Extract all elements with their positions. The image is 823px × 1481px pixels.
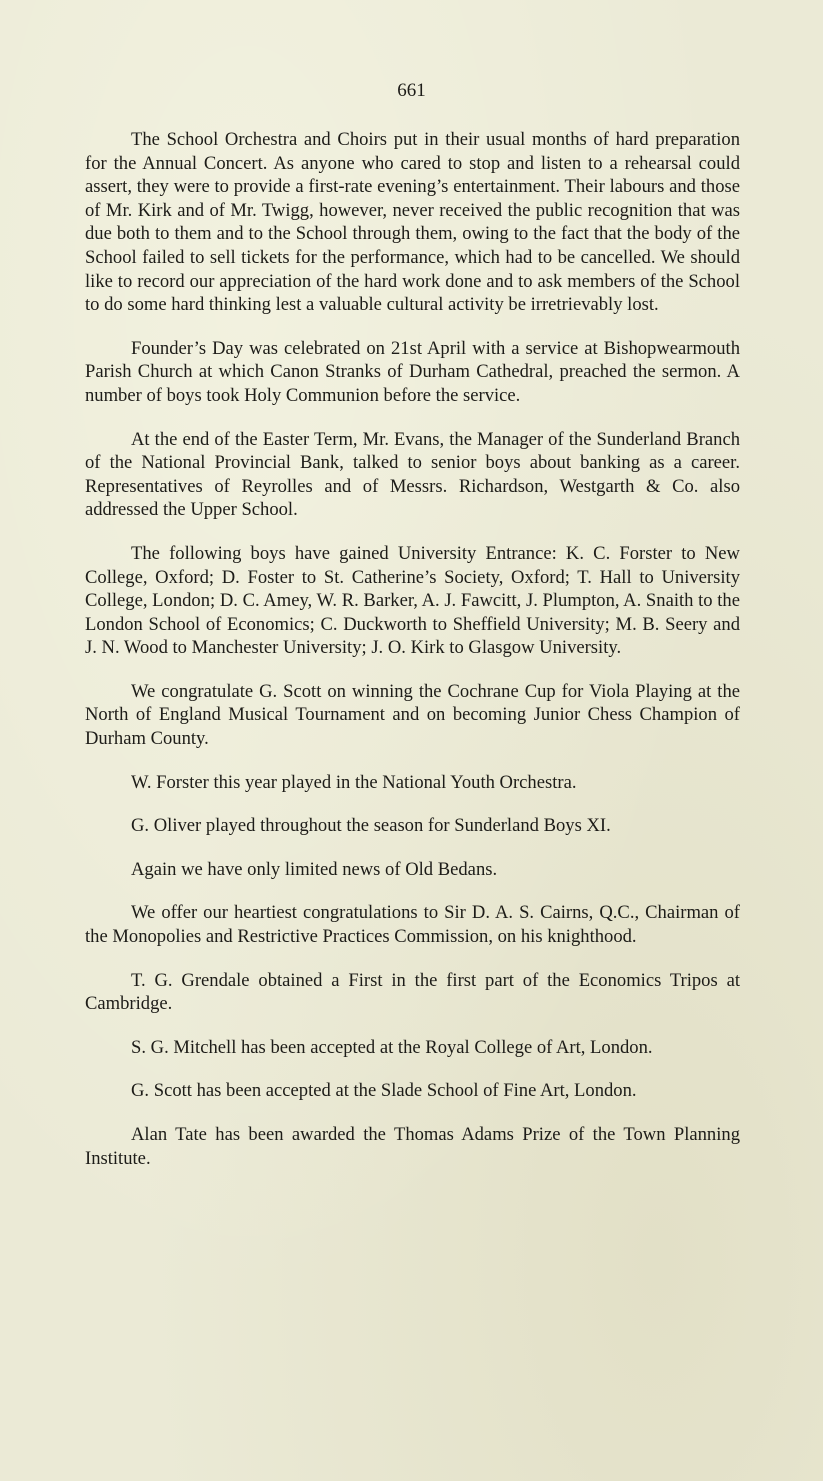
- paragraph-school-orchestra: The School Orchestra and Choirs put in their usual months of hard preparation for the Annual Concert. As anyone who cared to stop and listen to a rehearsal could assert, they were to provide a first-rate evening’s entertainment. Their labours and those of Mr. Kirk and of Mr. Twigg, however, never received the public recognition that was due both to them and to the School through them, owing to the fact that the body of the School failed to sell tickets for the performance, which had to be cancelled. We should like to record our appreciation of the hard work done and to ask members of the School to do some hard thinking lest a valuable cultural activity be irretrievably lost.: [85, 129, 740, 316]
- paragraph-university-entrance: The following boys have gained University Entrance: K. C. Forster to New College, Oxford; D. Foster to St. Catherine’s Society, Oxford; T. Hall to University College, London; D. C. Amey, W. R. Barker, A. J. Fawcitt, J. Plumpton, A. Snaith to the London School of Economics; C. Duckworth to Sheffield University; M. B. Seery and J. N. Wood to Manchester University; J. O. Kirk to Glasgow University.: [85, 542, 740, 659]
- paragraph-g-scott-cochrane-cup: We congratulate G. Scott on winning the Cochrane Cup for Viola Playing at the North of England Musical Tournament and on becoming Junior Chess Champion of Durham County.: [85, 680, 740, 750]
- paragraph-g-oliver: G. Oliver played throughout the season for Sunderland Boys XI.: [131, 815, 611, 837]
- paragraph-grendale: T. G. Grendale obtained a First in the first part of the Economics Tripos at Cambridge.: [85, 969, 740, 1015]
- paragraph-old-bedans: Again we have only limited news of Old Bedans.: [131, 858, 498, 880]
- paragraph-cairns-knighthood: We offer our heartiest congratulations to Sir D. A. S. Cairns, Q.C., Chairman of the Monopolies and Restrictive Practices Commission, on his knighthood.: [85, 902, 740, 948]
- page-number: 661: [397, 80, 426, 101]
- body-text: [85, 128, 740, 1170]
- paragraph-founders-day: Founder’s Day was celebrated on 21st April with a service at Bishopwearmouth Parish Church at which Canon Stranks of Durham Cathedral, preached the sermon. A number of boys took Holy Communion before the service.: [85, 337, 740, 406]
- paragraph-easter-term-talks: At the end of the Easter Term, Mr. Evans, the Manager of the Sunderland Branch of the National Provincial Bank, talked to senior boys about banking as a career. Representatives of Reyrolles and of Messrs. Richardson, Westgarth & Co. also addressed the Upper School.: [85, 428, 740, 521]
- paragraph-g-scott-slade: G. Scott has been accepted at the Slade School of Fine Art, London.: [131, 1080, 637, 1102]
- paragraph-mitchell: S. G. Mitchell has been accepted at the Royal College of Art, London.: [131, 1036, 653, 1058]
- paragraph-w-forster: W. Forster this year played in the National Youth Orchestra.: [131, 771, 577, 793]
- paragraph-alan-tate: Alan Tate has been awarded the Thomas Adams Prize of the Town Planning Institute.: [85, 1124, 740, 1169]
